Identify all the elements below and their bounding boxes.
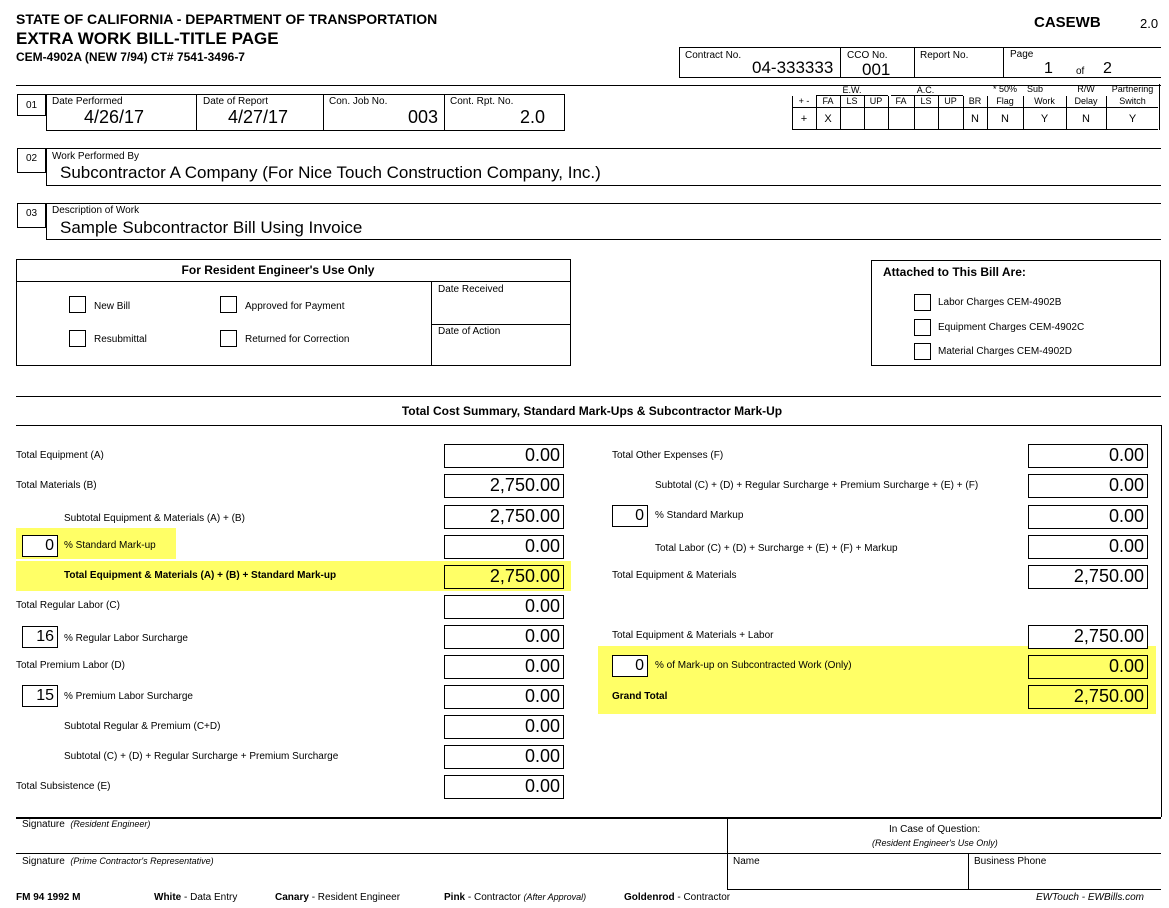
returned-checkbox[interactable] — [220, 330, 237, 347]
question-label: In Case of Question: — [889, 824, 981, 835]
flag50-value[interactable]: N — [1001, 113, 1009, 125]
subtotal-crs-field[interactable]: 0.00 — [444, 745, 564, 769]
subtotal-crs-label: Subtotal (C) + (D) + Regular Surcharge + Premium Surcharge — [64, 751, 339, 762]
premium-labor-label: Total Premium Labor (D) — [16, 660, 125, 671]
rw-value[interactable]: N — [1082, 113, 1090, 125]
sub-markup-pct-field[interactable]: 0 — [612, 655, 648, 677]
premium-surcharge-field[interactable]: 0.00 — [444, 685, 564, 709]
plus-minus-label: + - — [798, 96, 810, 106]
flag50-label-2: Flag — [996, 96, 1014, 106]
total-labor-field[interactable]: 0.00 — [1028, 535, 1148, 559]
cont-rpt-label: Cont. Rpt. No. — [450, 96, 514, 107]
date-report-field[interactable]: 4/27/17 — [228, 107, 289, 127]
premium-labor-field[interactable]: 0.00 — [444, 655, 564, 679]
attached-title: Attached to This Bill Are: — [883, 265, 1026, 279]
std-markup-field[interactable]: 0.00 — [444, 535, 564, 559]
std-markup-pct-field[interactable]: 0 — [22, 535, 58, 557]
footer-goldenrod — [624, 892, 730, 903]
date-performed-field[interactable]: 4/26/17 — [84, 107, 145, 127]
footer-pink-desc: - Contractor — [467, 892, 521, 903]
material-charges-label: Material Charges CEM-4902D — [938, 346, 1072, 357]
new-bill-checkbox[interactable] — [69, 296, 86, 313]
footer-white-desc: - Data Entry — [184, 892, 238, 903]
total-materials-field[interactable]: 2,750.00 — [444, 474, 564, 498]
ac-label: A.C. — [916, 85, 935, 95]
resubmittal-label: Resubmittal — [94, 334, 147, 345]
rw-label: R/W — [1077, 84, 1095, 94]
subtotal-em-label: Subtotal Equipment & Materials (A) + (B) — [64, 513, 245, 524]
footer-canary — [275, 892, 400, 903]
total-em-markup-field[interactable]: 2,750.00 — [444, 565, 564, 589]
footer-canary-name: Canary — [275, 892, 309, 903]
partnering-value[interactable]: Y — [1128, 113, 1137, 125]
signature-re-role: (Resident Engineer) — [70, 819, 151, 829]
footer-canary-desc: - Resident Engineer — [311, 892, 401, 903]
cco-no[interactable]: 001 — [862, 60, 891, 79]
right-std-markup-label: % Standard Markup — [655, 510, 744, 521]
subtotal-em-field[interactable]: 2,750.00 — [444, 505, 564, 529]
work-performed-label: Work Performed By — [52, 151, 140, 162]
grand-total-label: Grand Total — [612, 691, 668, 702]
con-job-field[interactable]: 003 — [408, 107, 439, 127]
approved-label: Approved for Payment — [245, 301, 345, 312]
cco-label: CCO No. — [847, 50, 888, 61]
right-total-em-field[interactable]: 2,750.00 — [1028, 565, 1148, 589]
flags-table — [790, 84, 1161, 130]
subtotal-rp-field[interactable]: 0.00 — [444, 715, 564, 739]
regular-surcharge-field[interactable]: 0.00 — [444, 625, 564, 649]
form-code: CASEWB — [1034, 14, 1101, 31]
resident-title: For Resident Engineer's Use Only — [181, 263, 375, 277]
cont-rpt-field[interactable]: 2.0 — [520, 107, 546, 127]
other-expenses-label: Total Other Expenses (F) — [612, 450, 724, 461]
date-action-label: Date of Action — [438, 326, 501, 337]
new-bill-label: New Bill — [94, 301, 131, 312]
row-number-02: 02 — [17, 148, 46, 173]
contract-label: Contract No. — [685, 50, 742, 61]
summary-title: Total Cost Summary, Standard Mark-Ups & Subcontractor Mark-Up — [401, 404, 783, 418]
sub-markup-label: % of Mark-up on Subcontracted Work (Only) — [655, 660, 852, 671]
total-em-labor-label: Total Equipment & Materials + Labor — [612, 630, 774, 641]
premium-surcharge-label: % Premium Labor Surcharge — [64, 691, 193, 702]
page-label: Page — [1010, 49, 1034, 60]
subtotal-cf-field[interactable]: 0.00 — [1028, 474, 1148, 498]
regular-labor-label: Total Regular Labor (C) — [16, 600, 120, 611]
name-label: Name — [733, 856, 760, 867]
material-charges-checkbox[interactable] — [914, 343, 931, 360]
ew-fa-value[interactable]: X — [824, 113, 832, 125]
date-performed-label: Date Performed — [52, 96, 123, 107]
total-equipment-label: Total Equipment (A) — [16, 450, 104, 461]
subwork-label: Sub — [1027, 84, 1044, 94]
subwork-value[interactable]: Y — [1040, 113, 1049, 125]
labor-charges-checkbox[interactable] — [914, 294, 931, 311]
agency-title: STATE OF CALIFORNIA - DEPARTMENT OF TRANSPORTATION — [16, 11, 438, 27]
row-number-01: 01 — [17, 94, 46, 116]
ew-fa-label: FA — [822, 96, 834, 106]
contract-no[interactable]: 04-333333 — [752, 58, 834, 77]
br-label: BR — [968, 96, 982, 106]
right-std-markup-field[interactable]: 0.00 — [1028, 505, 1148, 529]
signature-re-label — [22, 819, 150, 830]
partnering-label-2: Switch — [1119, 96, 1146, 106]
footer-pink — [444, 892, 586, 903]
footer-pink-note: (After Approval) — [523, 892, 587, 902]
work-performed-field[interactable]: Subcontractor A Company (For Nice Touch Construction Company, Inc.) — [60, 163, 601, 182]
subsistence-field[interactable]: 0.00 — [444, 775, 564, 799]
footer-form: FM 94 1992 M — [16, 892, 81, 903]
regular-surcharge-pct-field[interactable]: 16 — [22, 626, 58, 648]
ew-ls-label: LS — [846, 96, 858, 106]
signature-pcr-label — [22, 856, 214, 867]
regular-surcharge-label: % Regular Labor Surcharge — [64, 633, 188, 644]
right-total-em-label: Total Equipment & Materials — [612, 570, 737, 581]
date-received-label: Date Received — [438, 284, 504, 295]
other-expenses-field[interactable]: 0.00 — [1028, 444, 1148, 468]
page-total: 2 — [1103, 60, 1112, 77]
report-label: Report No. — [920, 50, 969, 61]
premium-surcharge-pct-field[interactable]: 15 — [22, 685, 58, 707]
page-no: 1 — [1044, 60, 1053, 77]
partnering-label: Partnering — [1111, 84, 1154, 94]
ac-up-label: UP — [944, 96, 957, 106]
labor-charges-label: Labor Charges CEM-4902B — [938, 297, 1062, 308]
business-phone-label: Business Phone — [974, 856, 1047, 867]
signature-pcr-role: (Prime Contractor's Representative) — [70, 856, 214, 866]
row-number-03: 03 — [17, 203, 46, 228]
grand-total-field[interactable]: 2,750.00 — [1028, 685, 1148, 709]
returned-label: Returned for Correction — [245, 334, 350, 345]
footer-white — [154, 892, 237, 903]
footer-pink-name: Pink — [444, 892, 466, 903]
total-labor-label: Total Labor (C) + (D) + Surcharge + (E) + (F) + Markup — [655, 543, 898, 554]
footer-white-name: White — [154, 892, 182, 903]
page-of: of — [1076, 66, 1085, 77]
rw-label-2: Delay — [1074, 96, 1098, 106]
form-version: 2.0 — [1140, 16, 1159, 31]
footer-goldenrod-desc: - Contractor — [677, 892, 731, 903]
equipment-charges-checkbox[interactable] — [914, 319, 931, 336]
sub-markup-field[interactable]: 0.00 — [1028, 655, 1148, 679]
std-markup-label: % Standard Mark-up — [64, 540, 156, 551]
subwork-label-2: Work — [1034, 96, 1055, 106]
br-value[interactable]: N — [971, 113, 979, 125]
right-std-markup-pct-field[interactable]: 0 — [612, 505, 648, 527]
equipment-charges-label: Equipment Charges CEM-4902C — [938, 322, 1085, 333]
regular-labor-field[interactable]: 0.00 — [444, 595, 564, 619]
page-title: EXTRA WORK BILL-TITLE PAGE — [16, 29, 279, 48]
resubmittal-checkbox[interactable] — [69, 330, 86, 347]
plus-minus-value[interactable]: + — [800, 113, 808, 125]
ew-up-label: UP — [869, 96, 883, 106]
footer-brand: EWTouch - EWBills.com — [1036, 892, 1144, 903]
footer-goldenrod-name: Goldenrod — [624, 892, 675, 903]
subsistence-label: Total Subsistence (E) — [16, 781, 111, 792]
signature-label-2: Signature — [22, 856, 65, 867]
form-id: CEM-4902A (NEW 7/94) CT# 7541-3496-7 — [16, 50, 245, 64]
description-label: Description of Work — [52, 205, 140, 216]
subtotal-cf-label: Subtotal (C) + (D) + Regular Surcharge + Premium Surcharge + (E) + (F) — [655, 480, 979, 491]
ac-ls-label: LS — [920, 96, 932, 106]
question-sub-label: (Resident Engineer's Use Only) — [872, 838, 998, 848]
signature-label: Signature — [22, 819, 65, 830]
date-report-label: Date of Report — [203, 96, 269, 107]
total-equipment-field[interactable]: 0.00 — [444, 444, 564, 468]
flag50-label: * 50% — [992, 84, 1018, 94]
description-field[interactable]: Sample Subcontractor Bill Using Invoice — [60, 218, 363, 237]
ew-label: E.W. — [842, 85, 862, 95]
con-job-label: Con. Job No. — [329, 96, 388, 107]
ac-fa-label: FA — [895, 96, 907, 106]
subtotal-rp-label: Subtotal Regular & Premium (C+D) — [64, 721, 221, 732]
total-em-labor-field[interactable]: 2,750.00 — [1028, 625, 1148, 649]
total-materials-label: Total Materials (B) — [16, 480, 97, 491]
approved-checkbox[interactable] — [220, 296, 237, 313]
total-em-markup-label: Total Equipment & Materials (A) + (B) + Standard Mark-up — [64, 570, 337, 581]
